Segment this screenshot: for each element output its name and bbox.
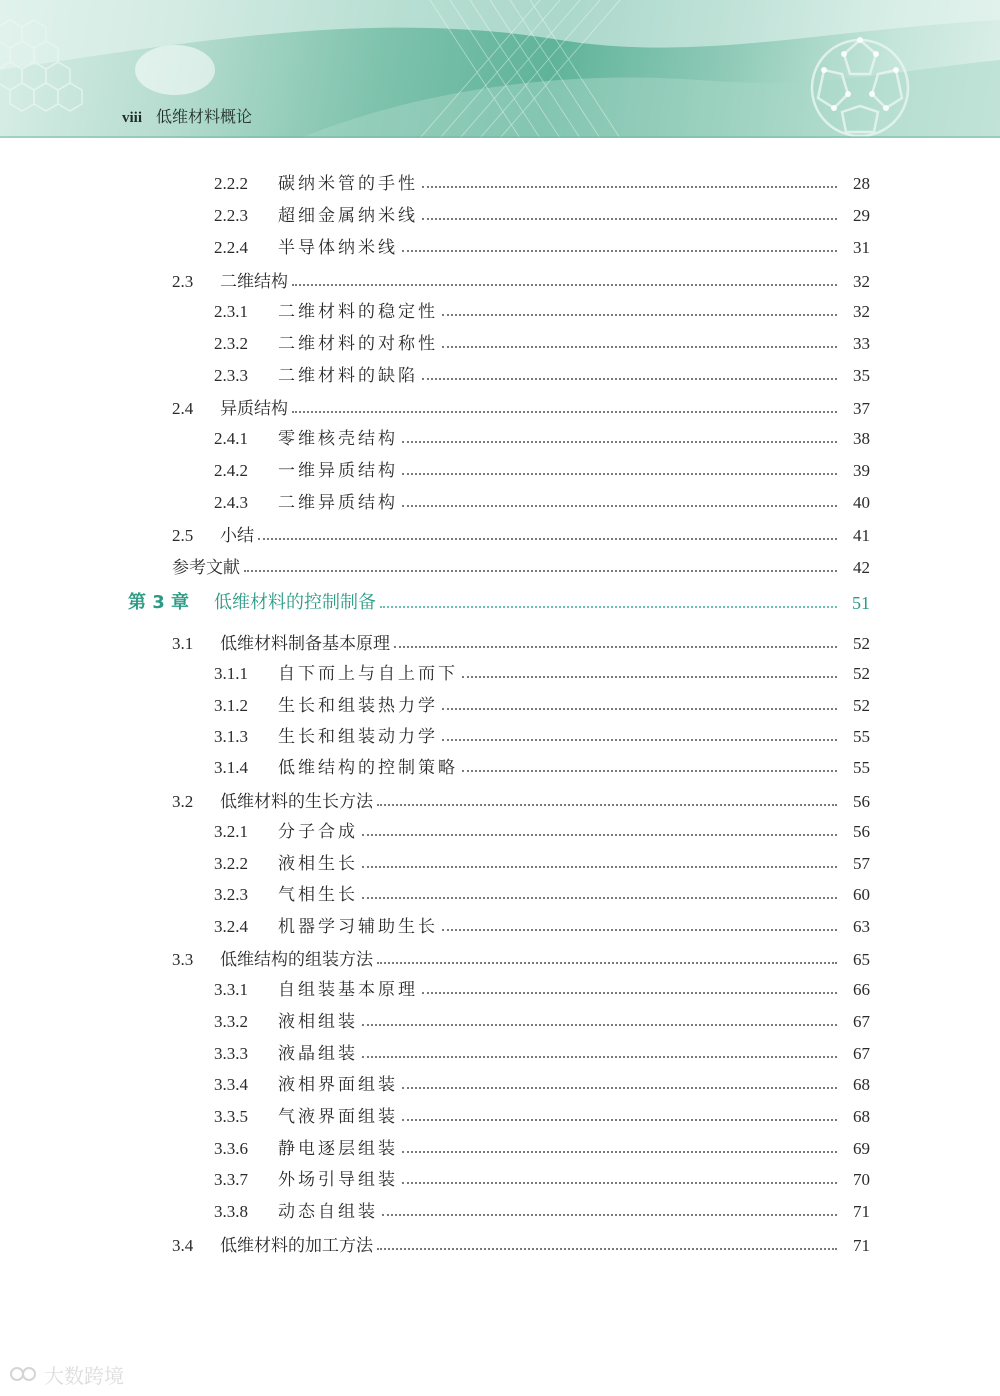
toc-entry-number: 2.3.2 — [214, 334, 248, 353]
toc-leader-dots — [258, 538, 837, 540]
toc-entry[interactable] — [0, 942, 1000, 970]
toc-entry-title: 液相组装 — [278, 1012, 358, 1032]
toc-leader-dots — [402, 250, 837, 252]
toc-entry[interactable] — [0, 688, 1000, 716]
toc-leader-dots — [292, 411, 837, 413]
toc-entry-title: 低维材料的加工方法 — [220, 1236, 373, 1256]
toc-entry-title: 二维材料的稳定性 — [278, 302, 438, 322]
toc-leader-dots — [402, 1119, 837, 1121]
toc-entry-title: 动态自组装 — [278, 1202, 378, 1222]
toc-entry[interactable] — [0, 421, 1000, 449]
toc-entry-title: 机器学习辅助生长 — [278, 917, 438, 937]
toc-entry-number: 3.2.3 — [214, 885, 248, 904]
toc-entry-number: 2.4 — [172, 399, 194, 418]
toc-entry-page: 55 — [853, 727, 870, 746]
toc-entry-page: 38 — [853, 429, 870, 448]
toc-entry-title: 液相界面组装 — [278, 1075, 398, 1095]
toc-entry[interactable] — [0, 326, 1000, 354]
toc-entry-number: 3.3.7 — [214, 1170, 248, 1189]
toc-leader-dots — [362, 897, 837, 899]
toc-leader-dots — [377, 1248, 837, 1250]
toc-entry-title: 零维核壳结构 — [278, 429, 398, 449]
toc-entry-number: 3.1.1 — [214, 664, 248, 683]
toc-entry-title: 外场引导组装 — [278, 1170, 398, 1190]
toc-entry-title: 半导体纳米线 — [278, 238, 398, 258]
toc-entry-title: 二维异质结构 — [278, 493, 398, 513]
toc-entry-number: 3.2.1 — [214, 822, 248, 841]
toc-entry-page: 41 — [853, 526, 870, 545]
toc-leader-dots — [462, 676, 837, 678]
toc-leader-dots — [292, 284, 837, 286]
toc-entry-page: 56 — [853, 822, 870, 841]
toc-entry-title: 生长和组装热力学 — [278, 696, 438, 716]
toc-entry-title: 异质结构 — [220, 399, 288, 419]
toc-entry-page: 65 — [853, 950, 870, 969]
toc-entry-number: 3.1.4 — [214, 758, 248, 777]
toc-leader-dots — [362, 1056, 837, 1058]
toc-entry[interactable] — [0, 550, 1000, 578]
toc-leader-dots — [402, 473, 837, 475]
toc-entry-number: 3.3.1 — [214, 980, 248, 999]
toc-entry-page: 55 — [853, 758, 870, 777]
toc-entry-page: 37 — [853, 399, 870, 418]
toc-leader-dots — [442, 314, 837, 316]
toc-leader-dots — [422, 378, 837, 380]
toc-entry-page: 33 — [853, 334, 870, 353]
toc-entry-title: 生长和组装动力学 — [278, 727, 438, 747]
toc-entry-page: 69 — [853, 1139, 870, 1158]
toc-entry[interactable] — [0, 1004, 1000, 1032]
toc-leader-dots — [362, 834, 837, 836]
toc-entry[interactable] — [0, 909, 1000, 937]
toc-entry-number: 3.3.8 — [214, 1202, 248, 1221]
toc-entry-number: 2.4.1 — [214, 429, 248, 448]
toc-entry-page: 71 — [853, 1202, 870, 1221]
toc-entry-title: 气相生长 — [278, 885, 358, 905]
toc-entry-page: 40 — [853, 493, 870, 512]
toc-entry[interactable] — [0, 485, 1000, 513]
toc-entry-page: 52 — [853, 664, 870, 683]
toc-entry-page: 31 — [853, 238, 870, 257]
toc-entry-number: 3.1.3 — [214, 727, 248, 746]
toc-entry-title: 低维结构的控制策略 — [278, 758, 458, 778]
toc-entry-title: 自组装基本原理 — [278, 980, 418, 1000]
book-title: 低维材料概论 — [156, 107, 253, 126]
toc-entry-title: 液相生长 — [278, 854, 358, 874]
toc-entry[interactable] — [0, 264, 1000, 292]
toc-entry-title: 分子合成 — [278, 822, 358, 842]
toc-entry-number: 3.3.4 — [214, 1075, 248, 1094]
toc-entry-page: 68 — [853, 1107, 870, 1126]
toc-entry[interactable] — [0, 784, 1000, 812]
toc-leader-dots — [244, 570, 837, 572]
toc-entry[interactable] — [0, 846, 1000, 874]
toc-entry-page: 60 — [853, 885, 870, 904]
toc-entry-number: 2.3.1 — [214, 302, 248, 321]
toc-entry[interactable] — [0, 1194, 1000, 1222]
toc-entry[interactable] — [0, 1099, 1000, 1127]
toc-entry-page: 66 — [853, 980, 870, 999]
toc-entry-title: 小结 — [220, 526, 254, 546]
toc-entry[interactable] — [0, 198, 1000, 226]
toc-entry[interactable] — [0, 972, 1000, 1000]
toc-entry-page: 63 — [853, 917, 870, 936]
toc-entry-page: 68 — [853, 1075, 870, 1094]
toc-entry-number: 3.3.3 — [214, 1044, 248, 1063]
toc-entry-page: 35 — [853, 366, 870, 385]
toc-entry-title: 参考文献 — [172, 558, 240, 578]
toc-entry-number: 3.3 — [172, 950, 194, 969]
toc-leader-dots — [442, 346, 837, 348]
toc-entry[interactable] — [0, 1067, 1000, 1095]
toc-entry-title: 气液界面组装 — [278, 1107, 398, 1127]
toc-entry-number: 2.2.4 — [214, 238, 248, 257]
toc-entry[interactable] — [0, 230, 1000, 258]
toc-entry[interactable] — [0, 626, 1000, 654]
toc-entry-number: 2.4.3 — [214, 493, 248, 512]
toc-entry[interactable] — [0, 166, 1000, 194]
toc-entry-number: 3.4 — [172, 1236, 194, 1255]
toc-entry-number: 2.4.2 — [214, 461, 248, 480]
toc-entry-number: 3.2.2 — [214, 854, 248, 873]
toc-entry[interactable] — [0, 877, 1000, 905]
watermark-logo-icon — [8, 1363, 38, 1385]
toc-entry[interactable] — [0, 656, 1000, 684]
header-banner — [0, 0, 1000, 138]
toc-entry-page: 56 — [853, 792, 870, 811]
toc-entry-page: 42 — [853, 558, 870, 577]
toc-entry-number: 3.3.6 — [214, 1139, 248, 1158]
toc-leader-dots — [377, 804, 837, 806]
toc-entry-number: 2.3 — [172, 272, 194, 291]
toc-leader-dots — [402, 1182, 837, 1184]
toc-entry[interactable] — [0, 1228, 1000, 1256]
toc-entry-page: 39 — [853, 461, 870, 480]
toc-leader-dots — [382, 1214, 837, 1216]
toc-leader-dots — [442, 929, 837, 931]
toc-entry-number: 3.1 — [172, 634, 194, 653]
toc-entry-title: 一维异质结构 — [278, 461, 398, 481]
toc-leader-dots — [362, 866, 837, 868]
toc-entry-page: 67 — [853, 1044, 870, 1063]
toc-entry[interactable] — [0, 719, 1000, 747]
toc-leader-dots — [422, 992, 837, 994]
toc-entry-page: 52 — [853, 696, 870, 715]
toc-entry-title: 二维结构 — [220, 272, 288, 292]
toc-entry-number: 2.2.2 — [214, 174, 248, 193]
toc-entry-title: 二维材料的对称性 — [278, 334, 438, 354]
toc-entry-title: 二维材料的缺陷 — [278, 366, 418, 386]
page-number: viii — [122, 110, 143, 126]
toc-entry-title: 自下而上与自上而下 — [278, 664, 458, 684]
toc-entry[interactable] — [0, 1131, 1000, 1159]
toc-entry-number: 2.3.3 — [214, 366, 248, 385]
toc-entry-number: 第 3 章 — [128, 592, 190, 613]
toc-entry-number: 3.3.2 — [214, 1012, 248, 1031]
toc-entry-title: 超细金属纳米线 — [278, 206, 418, 226]
watermark — [8, 1360, 124, 1388]
toc-entry-page: 67 — [853, 1012, 870, 1031]
toc-entry-page: 28 — [853, 174, 870, 193]
toc-entry[interactable] — [0, 1162, 1000, 1190]
toc-entry-title: 液晶组装 — [278, 1044, 358, 1064]
toc-leader-dots — [442, 708, 837, 710]
toc-entry-number: 3.3.5 — [214, 1107, 248, 1126]
toc-entry[interactable] — [0, 750, 1000, 778]
toc-entry-title: 低维结构的组装方法 — [220, 950, 373, 970]
toc-entry-page: 32 — [853, 302, 870, 321]
toc-entry-title: 碳纳米管的手性 — [278, 174, 418, 194]
toc-entry-page: 70 — [853, 1170, 870, 1189]
toc-entry[interactable] — [0, 1036, 1000, 1064]
running-head — [122, 104, 252, 130]
toc-entry-title: 静电逐层组装 — [278, 1139, 398, 1159]
toc-entry-number: 3.1.2 — [214, 696, 248, 715]
toc-entry[interactable] — [0, 294, 1000, 322]
toc-entry-page: 51 — [852, 593, 870, 613]
toc-entry-number: 3.2 — [172, 792, 194, 811]
toc-entry-page: 71 — [853, 1236, 870, 1255]
toc-entry-page: 57 — [853, 854, 870, 873]
toc-leader-dots — [362, 1024, 837, 1026]
toc-leader-dots — [442, 739, 837, 741]
toc-leader-dots — [402, 505, 837, 507]
toc-chapter-entry[interactable] — [0, 586, 1000, 614]
toc-entry[interactable] — [0, 814, 1000, 842]
toc-leader-dots — [462, 770, 837, 772]
toc-entry[interactable] — [0, 518, 1000, 546]
toc-entry-number: 3.2.4 — [214, 917, 248, 936]
toc-leader-dots — [380, 606, 837, 608]
toc-entry-page: 52 — [853, 634, 870, 653]
toc-entry-page: 32 — [853, 272, 870, 291]
toc-leader-dots — [394, 646, 837, 648]
toc-leader-dots — [402, 1087, 837, 1089]
toc-entry[interactable] — [0, 391, 1000, 419]
toc-entry-number: 2.5 — [172, 526, 194, 545]
watermark-text: 大数跨境 — [44, 1363, 124, 1388]
toc-entry[interactable] — [0, 453, 1000, 481]
toc-leader-dots — [402, 1151, 837, 1153]
toc-entry-title: 低维材料的生长方法 — [220, 792, 373, 812]
toc-leader-dots — [402, 441, 837, 443]
toc-leader-dots — [422, 186, 837, 188]
toc-entry-page: 29 — [853, 206, 870, 225]
toc-entry-title: 低维材料的控制制备 — [214, 592, 376, 613]
toc-entry-title: 低维材料制备基本原理 — [220, 634, 390, 654]
toc-entry[interactable] — [0, 358, 1000, 386]
toc-entry-number: 2.2.3 — [214, 206, 248, 225]
toc-leader-dots — [422, 218, 837, 220]
toc-leader-dots — [377, 962, 837, 964]
